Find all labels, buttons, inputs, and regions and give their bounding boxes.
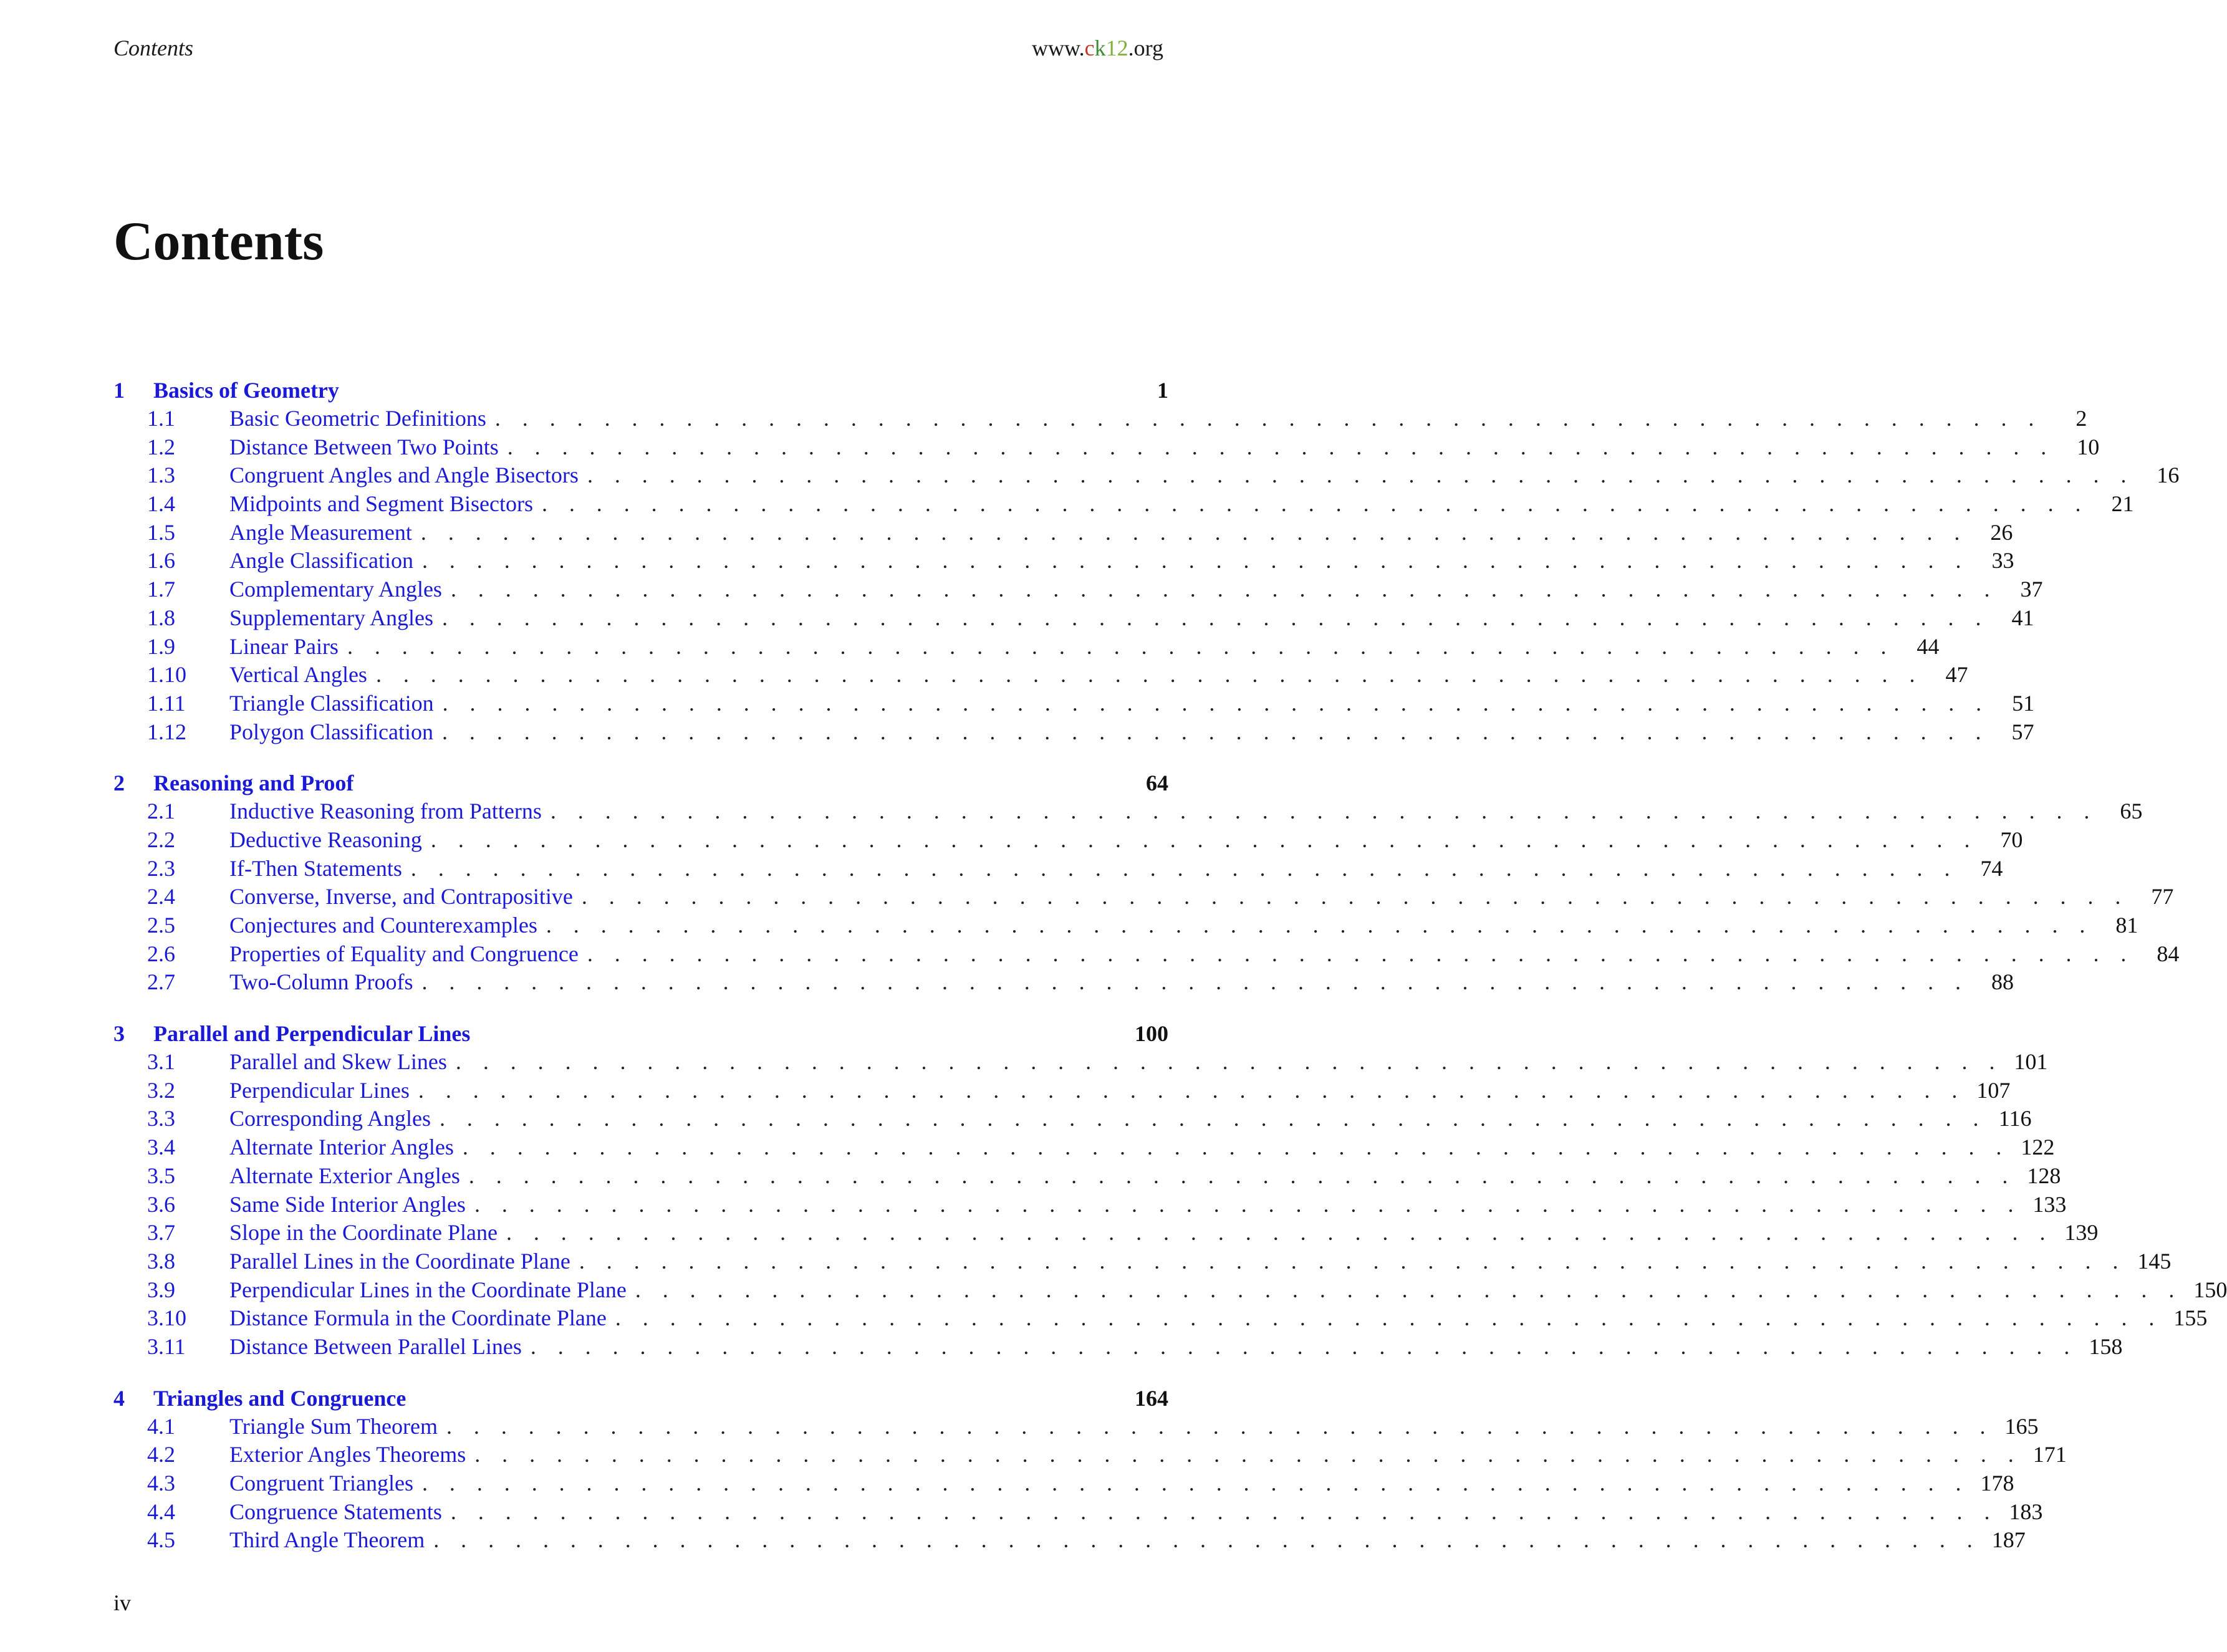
section-number-link[interactable]: 1.7 xyxy=(147,577,175,602)
toc-section-row[interactable] xyxy=(113,1276,2227,1305)
toc-section-row[interactable] xyxy=(113,718,2034,747)
section-page-number: 74 xyxy=(1980,855,2003,881)
section-page-number: 122 xyxy=(2021,1135,2055,1160)
chapter-title-link[interactable]: Triangles and Congruence xyxy=(153,1385,406,1411)
toc-section-row[interactable] xyxy=(113,940,2180,969)
section-number-link[interactable]: 1.1 xyxy=(147,406,175,431)
toc-section-row[interactable] xyxy=(113,1162,2061,1191)
toc-section-row[interactable] xyxy=(113,519,2013,547)
toc-section-row[interactable] xyxy=(113,1498,2043,1527)
dot-leader: . . . . . . . . . . . . . . . . . . . . . . . . . . . . . . . . . . . . . . . . . . . . . . . . . . . . . . . . . xyxy=(422,1471,1970,1496)
section-number-link[interactable]: 4.1 xyxy=(147,1413,175,1439)
chapter-title-link[interactable]: Basics of Geometry xyxy=(153,378,339,403)
dot-leader: . . . . . . . . . . . . . . . . . . . . . . . . . . . . . . . . . . . . . . . . . . . . . . . . . . . . . . . . . xyxy=(347,633,1895,659)
toc-section-row[interactable] xyxy=(113,1133,2055,1162)
section-page-number: 33 xyxy=(1991,548,2014,574)
section-page-number: 84 xyxy=(2157,941,2180,966)
section-title-link[interactable]: Complementary Angles xyxy=(229,577,442,602)
chapter-page-number: 100 xyxy=(1135,1021,1168,1047)
section-title-link[interactable]: Same Side Interior Angles xyxy=(229,1191,466,1217)
chapter-title-link[interactable]: Parallel and Perpendicular Lines xyxy=(153,1021,471,1047)
section-page-number: 158 xyxy=(2089,1333,2123,1359)
section-number-link[interactable]: 3.6 xyxy=(147,1191,175,1217)
toc-section-row[interactable] xyxy=(113,1048,2048,1077)
section-number-link[interactable]: 2.2 xyxy=(147,827,175,852)
toc-section-row[interactable] xyxy=(113,1333,2123,1361)
section-number-link[interactable]: 3.9 xyxy=(147,1277,175,1302)
dot-leader: . . . . . . . . . . . . . . . . . . . . . . . . . . . . . . . . . . . . . . . . . . . . . . . . . . . . . . . . . xyxy=(530,1333,2078,1359)
toc-section-row[interactable] xyxy=(113,490,2134,519)
dot-leader: . . . . . . . . . . . . . . . . . . . . . . . . . . . . . . . . . . . . . . . . . . . . . . . . . . . . . . . . . xyxy=(587,941,2135,966)
toc-section-row[interactable] xyxy=(113,1105,2032,1133)
toc-chapter-row[interactable] xyxy=(113,376,1168,405)
section-title-link[interactable]: Third Angle Theorem xyxy=(229,1527,425,1553)
dot-leader: . . . . . . . . . . . . . . . . . . . . . . . . . . . . . . . . . . . . . . . . . . . . . . . . . . . . . . . . . xyxy=(433,1527,1981,1553)
section-page-number: 178 xyxy=(1980,1471,2014,1496)
section-title-link[interactable]: Midpoints and Segment Bisectors xyxy=(229,491,533,517)
section-page-number: 37 xyxy=(2020,577,2043,602)
section-page-number: 16 xyxy=(2157,463,2180,488)
chapter-page-number: 1 xyxy=(1157,378,1168,403)
section-page-number: 128 xyxy=(2027,1163,2061,1188)
section-title-link[interactable]: Conjectures and Counterexamples xyxy=(229,913,537,938)
section-page-number: 26 xyxy=(1990,519,2013,545)
section-number-link[interactable]: 3.2 xyxy=(147,1077,175,1103)
section-title-link[interactable]: Triangle Classification xyxy=(229,690,434,716)
section-title-link[interactable]: Congruence Statements xyxy=(229,1499,442,1524)
section-page-number: 70 xyxy=(2000,827,2023,852)
toc-section-row[interactable] xyxy=(113,826,2023,855)
section-number-link[interactable]: 2.4 xyxy=(147,884,175,910)
dot-leader: . . . . . . . . . . . . . . . . . . . . . . . . . . . . . . . . . . . . . . . . . . . . . . . . . . . . . . . . . xyxy=(474,1442,2022,1467)
url-k: k xyxy=(1094,36,1106,60)
dot-leader: . . . . . . . . . . . . . . . . . . . . . . . . . . . . . . . . . . . . . . . . . . . . . . . . . . . . . . . . . xyxy=(439,1106,1987,1131)
section-number-link[interactable]: 4.5 xyxy=(147,1527,175,1553)
section-title-link[interactable]: Angle Classification xyxy=(229,548,413,574)
section-title-link[interactable]: Alternate Interior Angles xyxy=(229,1135,454,1160)
section-number-link[interactable]: 1.11 xyxy=(147,690,186,716)
dot-leader: . . . . . . . . . . . . . . . . . . . . . . . . . . . . . . . . . . . . . . . . . . . . . . . . . . . . . . . . . xyxy=(579,1248,2127,1274)
section-title-link[interactable]: Distance Between Parallel Lines xyxy=(229,1333,522,1359)
section-page-number: 155 xyxy=(2173,1305,2208,1331)
toc-section-row[interactable] xyxy=(113,405,2087,433)
toc-chapter xyxy=(113,1019,2227,1361)
dot-leader: . . . . . . . . . . . . . . . . . . . . . . . . . . . . . . . . . . . . . . . . . . . . . . . . . . . . . . . . . xyxy=(507,434,2055,459)
section-number-link[interactable]: 1.3 xyxy=(147,463,175,488)
site-url-link[interactable] xyxy=(1032,35,1163,61)
toc-section-row[interactable] xyxy=(113,1247,2172,1276)
section-title-link[interactable]: Vertical Angles xyxy=(229,662,367,688)
section-number-link[interactable]: 3.4 xyxy=(147,1135,175,1160)
toc-chapter xyxy=(113,376,2180,746)
dot-leader: . . . . . . . . . . . . . . . . . . . . . . . . . . . . . . . . . . . . . . . . . . . . . . . . . . . . . . . . . xyxy=(442,719,1989,744)
section-page-number: 2 xyxy=(2075,406,2087,431)
dot-leader: . . . . . . . . . . . . . . . . . . . . . . . . . . . . . . . . . . . . . . . . . . . . . . . . . . . . . . . . . xyxy=(421,969,1969,995)
section-title-link[interactable]: Deductive Reasoning xyxy=(229,827,422,852)
toc-section-row[interactable] xyxy=(113,433,2100,462)
section-number-link[interactable]: 2.1 xyxy=(147,799,175,824)
page-title: Contents xyxy=(113,211,324,272)
toc-chapter xyxy=(113,1384,2067,1555)
section-number-link[interactable]: 3.10 xyxy=(147,1305,186,1331)
toc-section-row[interactable] xyxy=(113,968,2014,997)
section-title-link[interactable]: Alternate Exterior Angles xyxy=(229,1163,460,1188)
toc-section-row[interactable] xyxy=(113,1526,2026,1555)
table-of-contents xyxy=(113,376,2227,1577)
url-c: c xyxy=(1084,36,1095,60)
toc-chapter-row[interactable] xyxy=(113,1384,1168,1413)
section-page-number: 116 xyxy=(1998,1106,2032,1131)
dot-leader: . . . . . . . . . . . . . . . . . . . . . . . . . . . . . . . . . . . . . . . . . . . . . . . . . . . . . . . . . xyxy=(375,662,1923,688)
toc-chapter xyxy=(113,769,2180,997)
section-page-number: 65 xyxy=(2120,799,2143,824)
section-page-number: 51 xyxy=(2012,690,2035,716)
section-number-link[interactable]: 1.12 xyxy=(147,719,186,744)
section-page-number: 81 xyxy=(2115,913,2138,938)
dot-leader: . . . . . . . . . . . . . . . . . . . . . . . . . . . . . . . . . . . . . . . . . . . . . . . . . . . . . . . . . xyxy=(441,605,1989,630)
section-number-link[interactable]: 1.9 xyxy=(147,633,175,659)
section-title-link[interactable]: Corresponding Angles xyxy=(229,1106,431,1131)
toc-section-row[interactable] xyxy=(113,461,2180,490)
section-title-link[interactable]: If-Then Statements xyxy=(229,855,402,881)
section-title-link[interactable]: Exterior Angles Theorems xyxy=(229,1442,466,1467)
toc-section-row[interactable] xyxy=(113,1077,2011,1105)
section-page-number: 133 xyxy=(2032,1191,2067,1217)
dot-leader: . . . . . . . . . . . . . . . . . . . . . . . . . . . . . . . . . . . . . . . . . . . . . . . . . . . . . . . . . xyxy=(550,799,2098,824)
chapter-number-link[interactable]: 3 xyxy=(113,1021,125,1047)
toc-section-row[interactable] xyxy=(113,689,2035,718)
toc-section-row[interactable] xyxy=(113,661,1968,689)
dot-leader: . . . . . . . . . . . . . . . . . . . . . . . . . . . . . . . . . . . . . . . . . . . . . . . . . . . . . . . . . xyxy=(462,1135,2010,1160)
toc-section-row[interactable] xyxy=(113,547,2014,575)
section-number-link[interactable]: 1.2 xyxy=(147,434,175,459)
section-number-link[interactable]: 3.8 xyxy=(147,1248,175,1274)
section-page-number: 165 xyxy=(2004,1413,2039,1439)
chapter-page-number: 164 xyxy=(1135,1385,1168,1411)
section-title-link[interactable]: Congruent Triangles xyxy=(229,1471,414,1496)
section-page-number: 171 xyxy=(2032,1442,2067,1467)
section-page-number: 57 xyxy=(2011,719,2034,744)
section-number-link[interactable]: 4.2 xyxy=(147,1442,175,1467)
toc-section-row[interactable] xyxy=(113,883,2174,911)
toc-section-row[interactable] xyxy=(113,911,2138,940)
url-prefix: www. xyxy=(1032,36,1085,60)
section-number-link[interactable]: 4.3 xyxy=(147,1471,175,1496)
toc-section-row[interactable] xyxy=(113,1441,2067,1469)
dot-leader: . . . . . . . . . . . . . . . . . . . . . . . . . . . . . . . . . . . . . . . . . . . . . . . . . . . . . . . . . xyxy=(442,690,1990,716)
section-number-link[interactable]: 3.1 xyxy=(147,1049,175,1075)
dot-leader: . . . . . . . . . . . . . . . . . . . . . . . . . . . . . . . . . . . . . . . . . . . . . . . . . . . . . . . . . xyxy=(446,1413,1994,1439)
section-title-link[interactable]: Parallel Lines in the Coordinate Plane xyxy=(229,1248,570,1274)
url-12: 12 xyxy=(1105,36,1128,60)
page-number: iv xyxy=(113,1590,132,1615)
running-header-title: Contents xyxy=(113,36,194,60)
dot-leader: . . . . . . . . . . . . . . . . . . . . . . . . . . . . . . . . . . . . . . . . . . . . . . . . . . . . . . . . . xyxy=(420,519,1968,545)
section-page-number: 88 xyxy=(1991,969,2014,995)
section-number-link[interactable]: 1.5 xyxy=(147,519,175,545)
section-title-link[interactable]: Distance Formula in the Coordinate Plane xyxy=(229,1305,607,1331)
toc-section-row[interactable] xyxy=(113,1304,2208,1333)
dot-leader: . . . . . . . . . . . . . . . . . . . . . . . . . . . . . . . . . . . . . . . . . . . . . . . . . . . . . . . . . xyxy=(450,1499,1998,1524)
dot-leader: . . . . . . . . . . . . . . . . . . . . . . . . . . . . . . . . . . . . . . . . . . . . . . . . . . . . . . . . . xyxy=(430,827,1978,852)
section-title-link[interactable]: Supplementary Angles xyxy=(229,605,433,630)
section-title-link[interactable]: Properties of Equality and Congruence xyxy=(229,941,579,966)
dot-leader: . . . . . . . . . . . . . . . . . . . . . . . . . . . . . . . . . . . . . . . . . . . . . . . . . . . . . . . . . xyxy=(541,491,2089,517)
section-title-link[interactable]: Distance Between Two Points xyxy=(229,434,499,459)
section-page-number: 41 xyxy=(2011,605,2034,630)
toc-section-row[interactable] xyxy=(113,604,2034,633)
toc-section-row[interactable] xyxy=(113,1191,2067,1219)
section-page-number: 139 xyxy=(2064,1220,2099,1246)
section-page-number: 183 xyxy=(2009,1499,2043,1524)
dot-leader: . . . . . . . . . . . . . . . . . . . . . . . . . . . . . . . . . . . . . . . . . . . . . . . . . . . . . . . . . xyxy=(474,1191,2022,1217)
section-number-link[interactable]: 2.3 xyxy=(147,855,175,881)
section-page-number: 77 xyxy=(2151,884,2174,910)
chapter-number-link[interactable]: 1 xyxy=(113,378,125,403)
toc-chapter-row[interactable] xyxy=(113,769,1168,797)
section-number-link[interactable]: 3.5 xyxy=(147,1163,175,1188)
dot-leader: . . . . . . . . . . . . . . . . . . . . . . . . . . . . . . . . . . . . . . . . . . . . . . . . . . . . . . . . . xyxy=(421,548,1970,574)
section-title-link[interactable]: Triangle Sum Theorem xyxy=(229,1413,438,1439)
section-number-link[interactable]: 3.3 xyxy=(147,1106,175,1131)
section-page-number: 10 xyxy=(2077,434,2100,459)
section-page-number: 44 xyxy=(1917,633,1940,659)
section-page-number: 101 xyxy=(2014,1049,2048,1075)
section-page-number: 150 xyxy=(2193,1277,2227,1302)
section-number-link[interactable]: 2.7 xyxy=(147,969,175,995)
dot-leader: . . . . . . . . . . . . . . . . . . . . . . . . . . . . . . . . . . . . . . . . . . . . . . . . . . . . . . . . . xyxy=(587,463,2135,488)
dot-leader: . . . . . . . . . . . . . . . . . . . . . . . . . . . . . . . . . . . . . . . . . . . . . . . . . . . . . . . . . xyxy=(635,1277,2183,1302)
section-title-link[interactable]: Two-Column Proofs xyxy=(229,969,413,995)
section-page-number: 187 xyxy=(1991,1527,2026,1553)
chapter-title-link[interactable]: Reasoning and Proof xyxy=(153,771,354,796)
dot-leader: . . . . . . . . . . . . . . . . . . . . . . . . . . . . . . . . . . . . . . . . . . . . . . . . . . . . . . . . . xyxy=(450,577,1998,602)
section-title-link[interactable]: Perpendicular Lines in the Coordinate Plane xyxy=(229,1277,627,1302)
section-title-link[interactable]: Basic Geometric Definitions xyxy=(229,406,486,431)
section-number-link[interactable]: 3.11 xyxy=(147,1333,186,1359)
dot-leader: . . . . . . . . . . . . . . . . . . . . . . . . . . . . . . . . . . . . . . . . . . . . . . . . . . . . . . . . . xyxy=(506,1220,2054,1246)
section-title-link[interactable]: Polygon Classification xyxy=(229,719,433,744)
running-header xyxy=(113,35,1163,66)
section-number-link[interactable]: 2.5 xyxy=(147,913,175,938)
dot-leader: . . . . . . . . . . . . . . . . . . . . . . . . . . . . . . . . . . . . . . . . . . . . . . . . . . . . . . . . . xyxy=(410,855,1958,881)
toc-section-row[interactable] xyxy=(113,1469,2014,1498)
section-title-link[interactable]: Angle Measurement xyxy=(229,519,412,545)
dot-leader: . . . . . . . . . . . . . . . . . . . . . . . . . . . . . . . . . . . . . . . . . . . . . . . . . . . . . . . . . xyxy=(468,1163,2016,1188)
section-title-link[interactable]: Slope in the Coordinate Plane xyxy=(229,1220,498,1246)
toc-section-row[interactable] xyxy=(113,575,2043,604)
section-number-link[interactable]: 4.4 xyxy=(147,1499,175,1524)
chapter-page-number: 64 xyxy=(1146,771,1168,796)
dot-leader: . . . . . . . . . . . . . . . . . . . . . . . . . . . . . . . . . . . . . . . . . . . . . . . . . . . . . . . . . xyxy=(455,1049,2003,1075)
dot-leader: . . . . . . . . . . . . . . . . . . . . . . . . . . . . . . . . . . . . . . . . . . . . . . . . . . . . . . . . . xyxy=(581,884,2129,910)
section-number-link[interactable]: 1.10 xyxy=(147,662,186,688)
toc-section-row[interactable] xyxy=(113,1413,2039,1441)
chapter-number-link[interactable]: 4 xyxy=(113,1385,125,1411)
dot-leader: . . . . . . . . . . . . . . . . . . . . . . . . . . . . . . . . . . . . . . . . . . . . . . . . . . . . . . . . . xyxy=(546,913,2094,938)
section-title-link[interactable]: Linear Pairs xyxy=(229,633,339,659)
toc-section-row[interactable] xyxy=(113,855,2003,883)
section-number-link[interactable]: 1.4 xyxy=(147,491,175,517)
section-title-link[interactable]: Inductive Reasoning from Patterns xyxy=(229,799,542,824)
section-title-link[interactable]: Converse, Inverse, and Contrapositive xyxy=(229,884,573,910)
section-page-number: 47 xyxy=(1945,662,1968,688)
section-title-link[interactable]: Congruent Angles and Angle Bisectors xyxy=(229,463,579,488)
section-title-link[interactable]: Perpendicular Lines xyxy=(229,1077,410,1103)
section-number-link[interactable]: 1.8 xyxy=(147,605,175,630)
section-number-link[interactable]: 3.7 xyxy=(147,1220,175,1246)
section-page-number: 21 xyxy=(2111,491,2134,517)
dot-leader: . . . . . . . . . . . . . . . . . . . . . . . . . . . . . . . . . . . . . . . . . . . . . . . . . . . . . . . . . xyxy=(615,1305,2163,1331)
section-page-number: 107 xyxy=(1976,1077,2011,1103)
toc-section-row[interactable] xyxy=(113,797,2143,826)
section-number-link[interactable]: 1.6 xyxy=(147,548,175,574)
chapter-number-link[interactable]: 2 xyxy=(113,771,125,796)
section-page-number: 145 xyxy=(2137,1248,2172,1274)
dot-leader: . . . . . . . . . . . . . . . . . . . . . . . . . . . . . . . . . . . . . . . . . . . . . . . . . . . . . . . . . xyxy=(494,406,2042,431)
section-title-link[interactable]: Parallel and Skew Lines xyxy=(229,1049,447,1075)
toc-section-row[interactable] xyxy=(113,1219,2099,1247)
dot-leader: . . . . . . . . . . . . . . . . . . . . . . . . . . . . . . . . . . . . . . . . . . . . . . . . . . . . . . . . . xyxy=(418,1077,1966,1103)
toc-section-row[interactable] xyxy=(113,633,1940,661)
url-suffix: .org xyxy=(1128,36,1163,60)
toc-chapter-row[interactable] xyxy=(113,1019,1168,1048)
section-number-link[interactable]: 2.6 xyxy=(147,941,175,966)
